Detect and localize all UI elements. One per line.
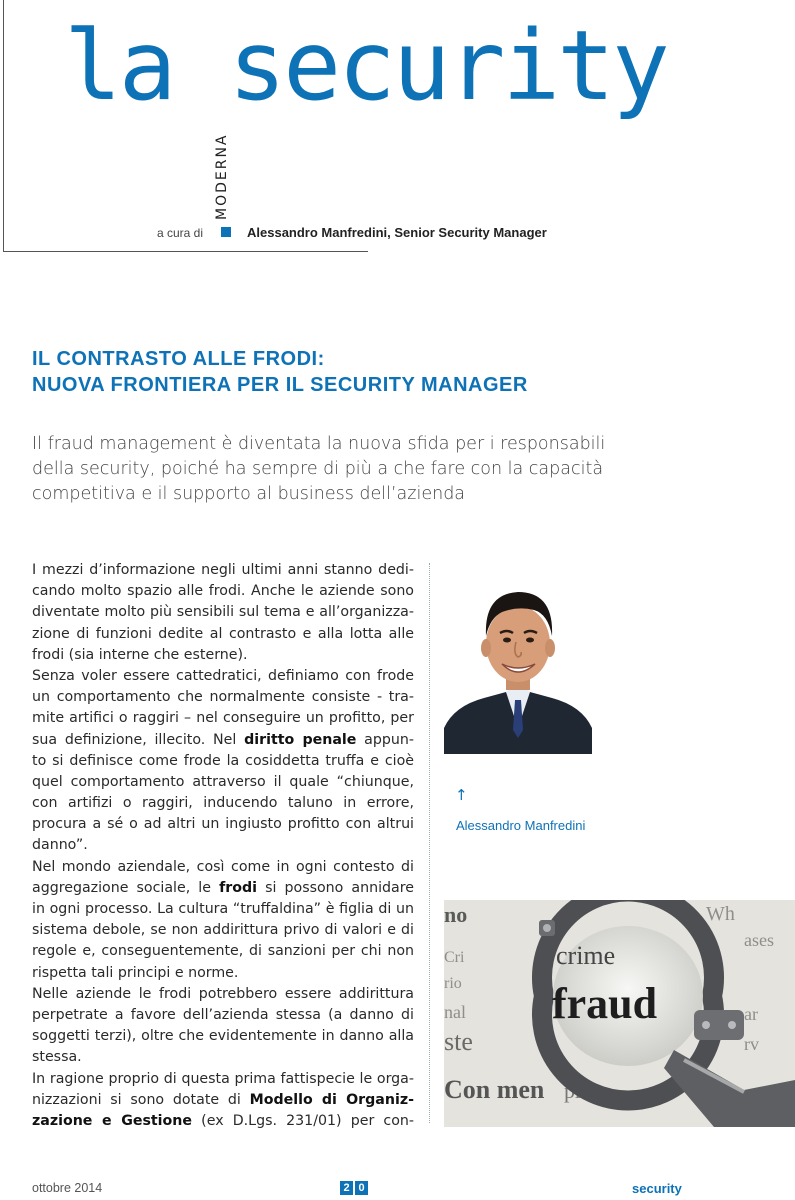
article-body [32,560,414,1132]
body-line: sua definizione, illecito. Nel diritto penale appun- [32,731,414,748]
lead-line: Il fraud management è diventata la nuova sfida per i responsabili [32,434,606,454]
svg-text:no: no [444,902,468,927]
body-line: zione di funzioni dedite al contrasto e alla lotta alle [32,625,414,642]
body-line: con artifizi o raggiri, inducendo taluno in errore, [32,795,414,812]
column-author: Alessandro Manfredini, Senior Security Manager [247,225,547,240]
body-line: cando molto spazio alle frodi. Anche le aziende sono [32,583,414,600]
body-line: frodi (sia interne che esterne). [32,646,248,663]
svg-text:Con men: Con men [444,1075,545,1104]
frame-bottom-rule [3,251,368,252]
svg-text:rv: rv [744,1034,759,1054]
frame-left-rule [3,0,4,252]
body-line: perpetrate a favore dell’azienda stessa (a danno di [32,1006,414,1023]
blue-square-marker [221,227,231,237]
body-line: quel comportamento attraverso il quale “chiunque, [32,773,414,790]
body-bold-term: Modello di Organiz- [249,1091,414,1108]
body-line: Nel mondo aziendale, così come in ogni contesto di [32,858,414,875]
svg-text:crime: crime [556,941,616,970]
svg-text:Cri: Cri [444,949,465,966]
body-line: stessa. [32,1049,82,1066]
svg-text:nal: nal [444,1002,466,1022]
lead-line: della security, poiché ha sempre di più a che fare con la capacità [32,459,604,479]
lead-line: competitiva e il supporto al business dell’azienda [32,484,466,504]
caption-arrow-icon: ↑ [455,786,468,804]
body-line: rispetta tali principi e norme. [32,964,239,981]
body-line: mite artifici o raggiri – nel conseguire un profitto, per [32,710,414,727]
body-line: diventate molto più sensibili sul tema e all’organizza- [32,604,414,621]
body-line: I mezzi d’informazione negli ultimi anni stanno dedi- [32,562,414,578]
footer-date: ottobre 2014 [32,1181,103,1195]
headline-line: IL CONTRASTO ALLE FRODI: [32,348,325,370]
page-digit: 2 [340,1181,353,1195]
body-line: regole e, conseguentemente, di sanzioni per chi non [32,943,414,960]
body-line: nizzazioni si sono dotate di Modello di Organiz- [32,1091,414,1108]
column-separator [429,563,430,1123]
curated-by-label: a cura di [157,226,204,240]
masthead-title: la security [64,10,667,122]
body-line: In ragione proprio di questa prima fattispecie le orga- [32,1070,414,1087]
svg-text:fraud: fraud [552,979,658,1028]
svg-text:pro: pro [564,1078,594,1103]
body-line: sistema debole, se non addirittura privo di valori e di [32,922,414,939]
footer-section-name: security [632,1181,682,1196]
body-line: Senza voler essere cattedratici, definiamo con frode [32,667,414,684]
body-line: to si definisce come frode la cosiddetta truffa e cioè [32,752,414,769]
body-line: aggregazione sociale, le frodi si possono annidare [32,879,414,896]
page-number [340,1181,368,1195]
body-line: soggetti terzi), oltre che evidentemente in danno alla [32,1028,414,1045]
moderna-vertical-label: MODERNA [214,133,230,220]
body-bold-term: frodi [219,879,257,896]
body-line: in ogni processo. La cultura “truffaldina” è figlia di un [32,901,414,917]
svg-text:Wh: Wh [706,903,735,925]
body-line: zazione e Gestione (ex D.Lgs. 231/01) per con- [32,1112,414,1129]
author-portrait-photo [444,578,592,754]
svg-text:ste: ste [444,1027,473,1056]
article-lead [32,432,672,507]
headline-line: NUOVA FRONTIERA PER IL SECURITY MANAGER [32,374,528,396]
body-bold-term: zazione e Gestione [32,1112,193,1129]
page-digit: 0 [355,1181,368,1195]
body-bold-term: diritto penale [244,731,357,748]
article-headline [32,346,528,398]
fraud-handcuffs-photo [444,900,795,1127]
svg-text:rio: rio [444,975,462,992]
svg-text:ar: ar [744,1004,758,1024]
body-line: Nelle aziende le frodi potrebbero essere addirittura [32,985,414,1002]
body-line: danno”. [32,837,88,854]
body-line: un comportamento che normalmente consiste - tra- [32,689,414,706]
photo-caption: Alessandro Manfredini [456,818,586,833]
svg-text:ases: ases [744,930,774,950]
body-line: procura a sé o ad altri un ingiusto profitto con altrui [32,816,414,833]
